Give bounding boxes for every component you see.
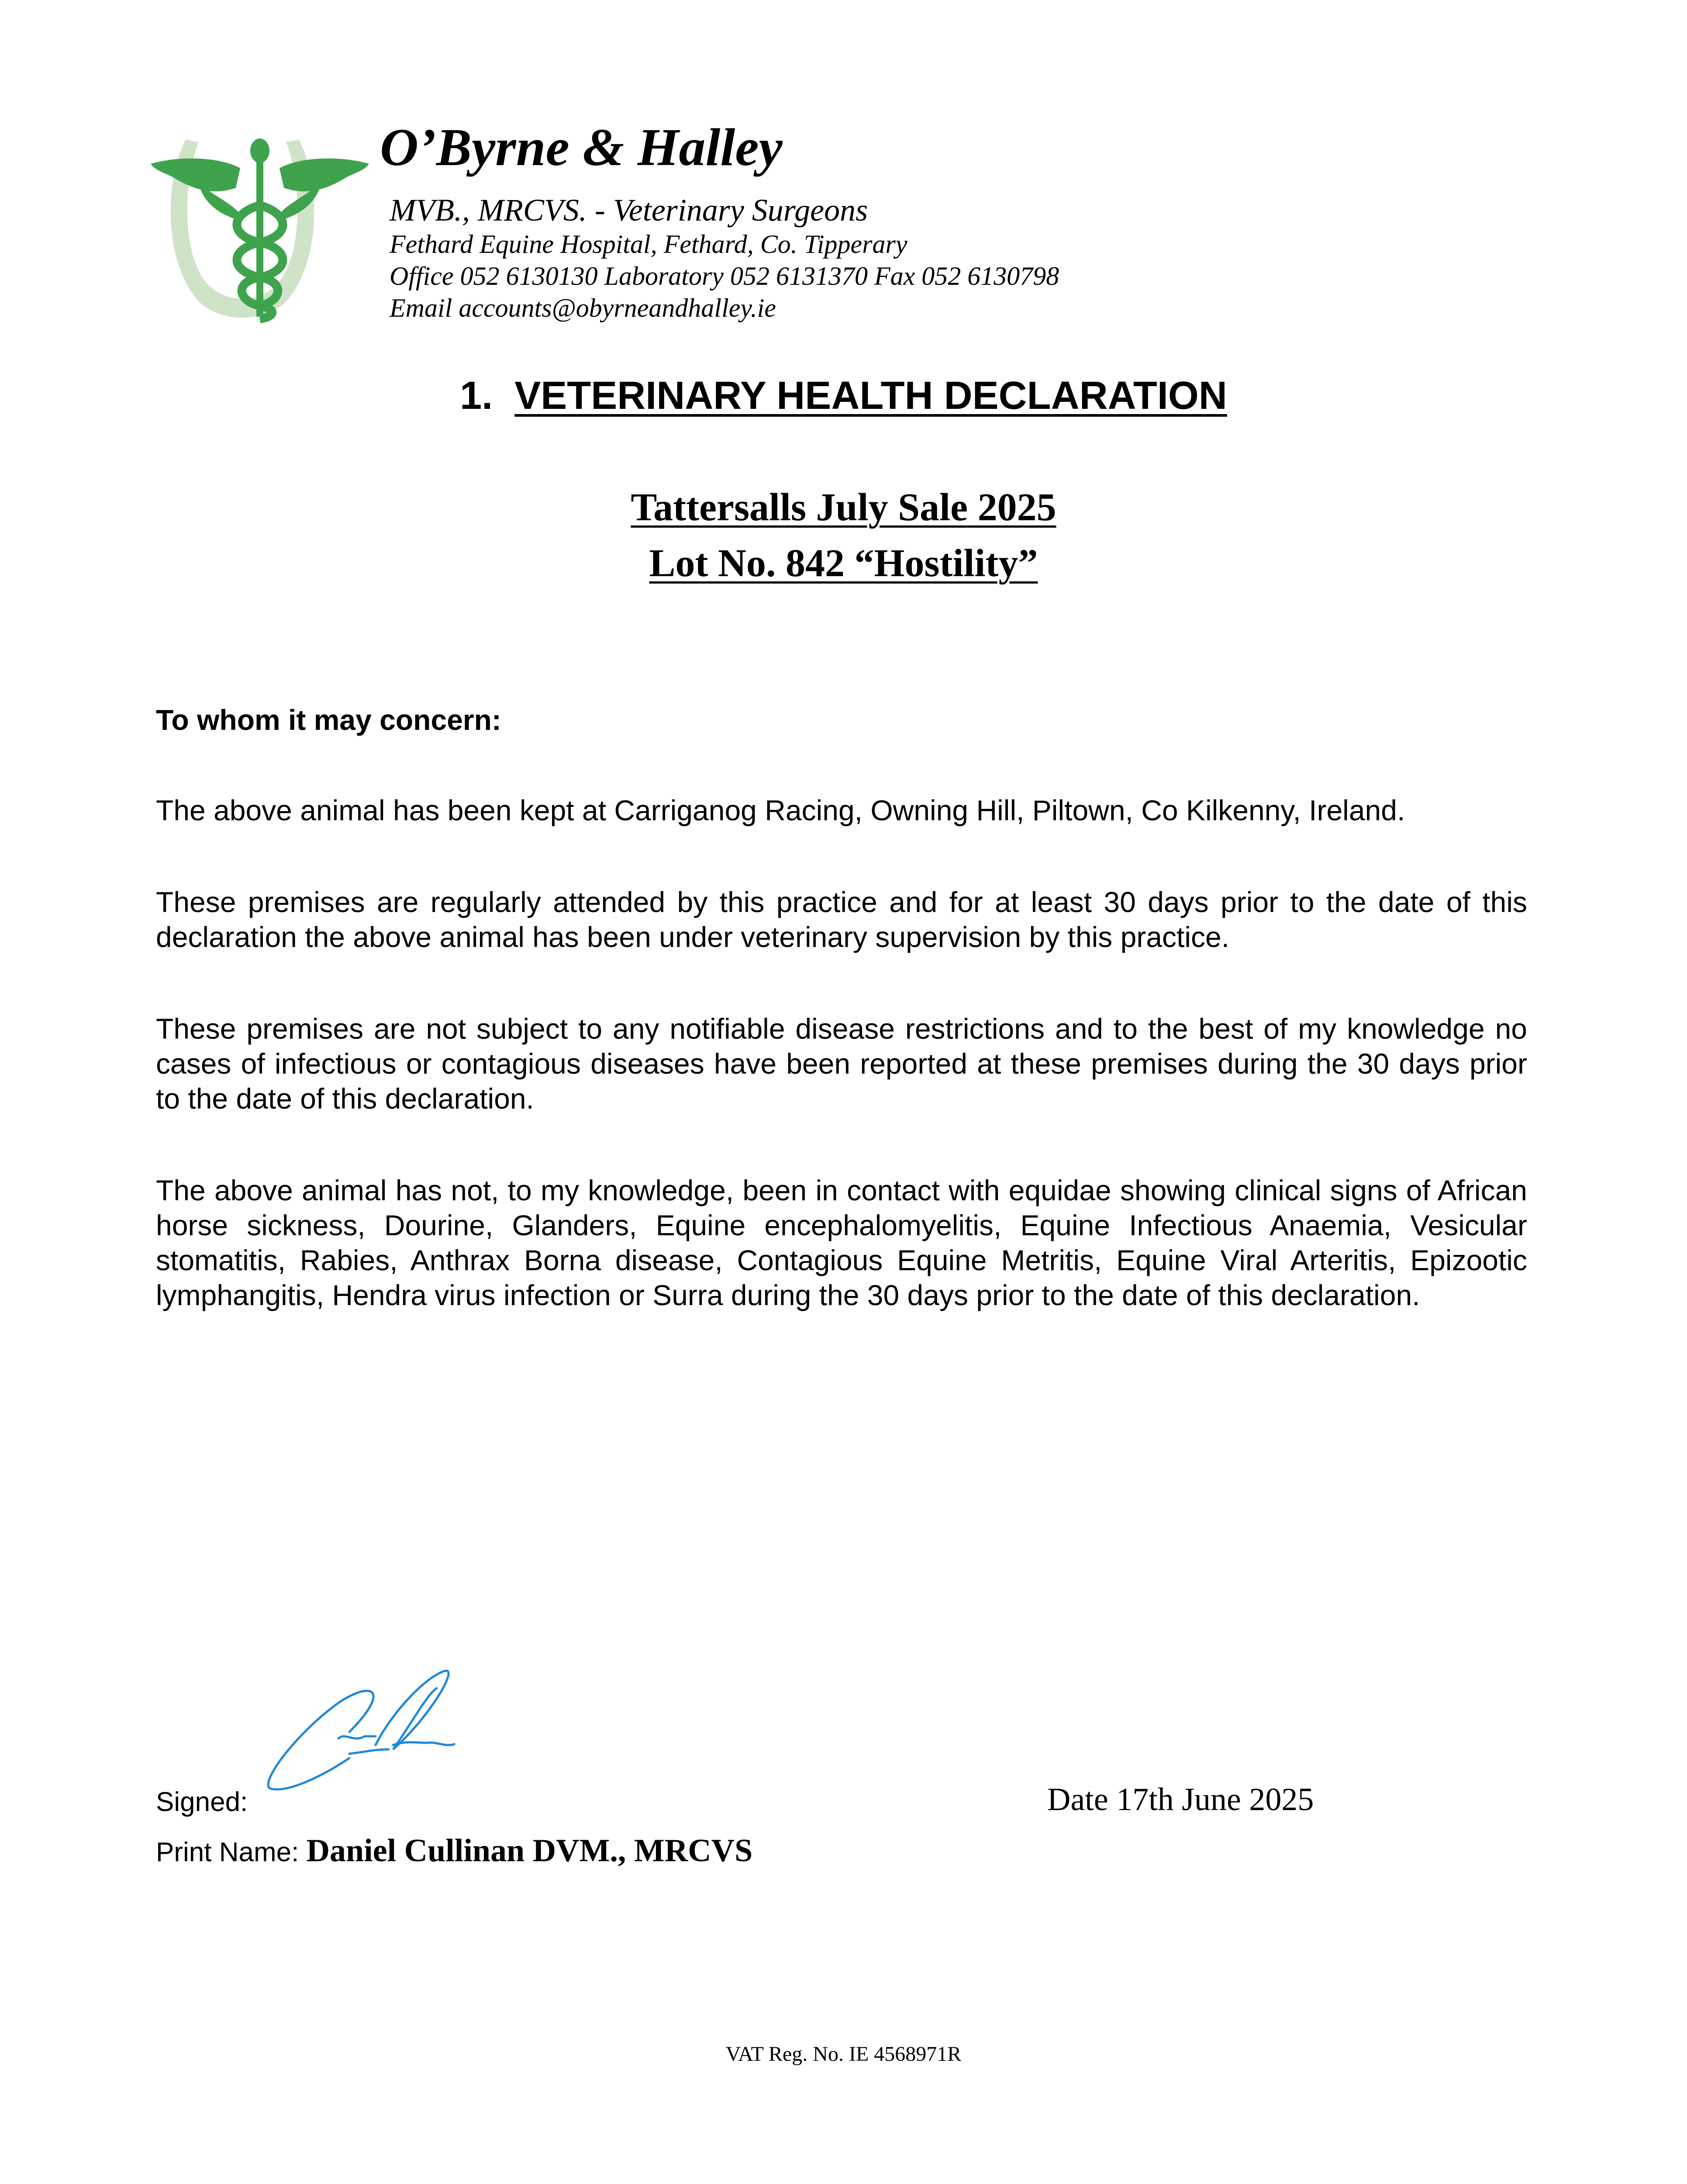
caduceus-horseshoe-logo bbox=[146, 131, 373, 325]
paragraph-disease-restrictions: These premises are not subject to any notifiable disease restrictions and to the best of my knowledge no cases of infectious or contagious diseases have been reported at these premises during the 30 days prior to the date of this declaration. bbox=[156, 1013, 1527, 1115]
paragraph-supervision: These premises are regularly attended by this practice and for at least 30 days prior to the date of this declaration the above animal has been under veterinary supervision by this practice. bbox=[156, 886, 1527, 953]
sale-title: Tattersalls July Sale 2025 bbox=[631, 486, 1056, 529]
document-heading bbox=[0, 373, 1687, 418]
vat-registration: VAT Reg. No. IE 4568971R bbox=[725, 2042, 962, 2066]
firm-email: Email accounts@obyrneandhalley.ie bbox=[390, 294, 776, 322]
firm-name: O’Byrne & Halley bbox=[380, 118, 783, 177]
signed-label: Signed: bbox=[156, 1787, 248, 1817]
greeting: To whom it may concern: bbox=[156, 704, 501, 736]
heading-title: VETERINARY HEALTH DECLARATION bbox=[514, 374, 1227, 418]
print-name-label: Print Name: bbox=[156, 1837, 299, 1867]
print-name-line bbox=[156, 1832, 752, 1870]
print-name-value: Daniel Cullinan DVM., MRCVS bbox=[306, 1833, 753, 1869]
heading-number: 1. bbox=[460, 374, 493, 418]
firm-qualifications: MVB., MRCVS. - Veterinary Surgeons bbox=[390, 193, 868, 228]
signature-image bbox=[262, 1666, 546, 1797]
lot-title: Lot No. 842 “Hostility” bbox=[649, 542, 1038, 585]
paragraph-contact-diseases: The above animal has not, to my knowledge, been in contact with equidae showing clinical signs of African horse sickness, Dourine, Glanders, Equine encephalomyelitis, Equine Infectious Anaemia, Vesicular stomatitis, Rabies, Anthrax Borna disease, Contagious Equine Metritis, Equine Viral Arteritis, Epizootic lymphangitis, Hendra virus infection or Surra during the 30 days prior to the date of this declaration. bbox=[156, 1174, 1527, 1311]
firm-phones: Office 052 6130130 Laboratory 052 6131370 Fax 052 6130798 bbox=[390, 262, 1059, 290]
paragraph-premises: The above animal has been kept at Carriganog Racing, Owning Hill, Piltown, Co Kilkenny, Ireland. bbox=[156, 794, 1405, 826]
declaration-date: Date 17th June 2025 bbox=[1047, 1782, 1314, 1818]
firm-address: Fethard Equine Hospital, Fethard, Co. Tipperary bbox=[390, 230, 907, 259]
